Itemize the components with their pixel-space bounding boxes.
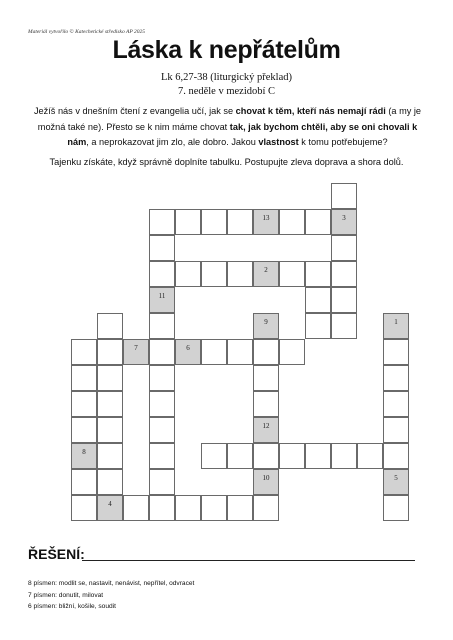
crossword-cell[interactable] bbox=[149, 209, 175, 235]
crossword-cell-10[interactable] bbox=[253, 469, 279, 495]
cell-number: 11 bbox=[158, 292, 166, 300]
cell-number: 13 bbox=[262, 214, 270, 222]
intro-text-3: , a neprokazovat jim zlo, ale dobro. Jakou bbox=[86, 137, 259, 147]
crossword-cell[interactable] bbox=[175, 495, 201, 521]
crossword-cell-9[interactable] bbox=[253, 313, 279, 339]
cell-number: 3 bbox=[342, 214, 346, 222]
crossword-cell[interactable] bbox=[305, 261, 331, 287]
instruction-text: Tajenku získáte, když správně doplníte tabulku. Postupujte zleva doprava a shora dolů. bbox=[49, 157, 404, 167]
crossword-cell[interactable] bbox=[305, 209, 331, 235]
crossword-cell-6[interactable] bbox=[175, 339, 201, 365]
intro-text-4: k tomu potřebujeme? bbox=[298, 137, 388, 147]
crossword-cell[interactable] bbox=[227, 495, 253, 521]
crossword-cell-8[interactable] bbox=[71, 443, 97, 469]
crossword-cell[interactable] bbox=[279, 339, 305, 365]
crossword-cell[interactable] bbox=[305, 313, 331, 339]
crossword-cell[interactable] bbox=[331, 183, 357, 209]
crossword-cell[interactable] bbox=[175, 261, 201, 287]
cell-number: 10 bbox=[262, 474, 270, 482]
cell-number: 5 bbox=[394, 474, 398, 482]
cell-number: 12 bbox=[262, 422, 270, 430]
crossword-cell[interactable] bbox=[227, 339, 253, 365]
crossword-cell[interactable] bbox=[97, 469, 123, 495]
liturgical-sunday: 7. neděle v mezidobí C bbox=[177, 86, 276, 97]
crossword-cell[interactable] bbox=[357, 443, 383, 469]
cell-number: 1 bbox=[394, 318, 398, 326]
cell-number: 8 bbox=[82, 448, 86, 456]
crossword-cell[interactable] bbox=[331, 287, 357, 313]
crossword-cell[interactable] bbox=[97, 391, 123, 417]
crossword-cell[interactable] bbox=[149, 495, 175, 521]
intro-bold-1: chovat k těm, kteří nás nemají rádi bbox=[235, 106, 386, 116]
crossword-cell[interactable] bbox=[253, 443, 279, 469]
crossword-cell[interactable] bbox=[305, 287, 331, 313]
crossword-cell[interactable] bbox=[71, 365, 97, 391]
crossword-cell-11[interactable] bbox=[149, 287, 175, 313]
crossword-cell-5[interactable] bbox=[383, 469, 409, 495]
crossword-cell[interactable] bbox=[383, 443, 409, 469]
crossword-cell[interactable] bbox=[383, 417, 409, 443]
crossword-cell[interactable] bbox=[149, 339, 175, 365]
crossword-cell[interactable] bbox=[227, 261, 253, 287]
intro-text-2: (a my je možná také ne). Přesto se k nim máme chovat bbox=[37, 106, 422, 132]
crossword-cell[interactable] bbox=[331, 235, 357, 261]
cell-number: 6 bbox=[186, 344, 190, 352]
crossword-cell[interactable] bbox=[201, 443, 227, 469]
crossword-cell[interactable] bbox=[305, 443, 331, 469]
crossword-cell[interactable] bbox=[253, 495, 279, 521]
cell-number: 4 bbox=[108, 500, 112, 508]
crossword-cell[interactable] bbox=[201, 495, 227, 521]
hint-6-letters: 6 písmen: bližní, košile, soudit bbox=[28, 603, 116, 610]
cell-number: 9 bbox=[264, 318, 268, 326]
solution-label: ŘEŠENÍ: bbox=[28, 546, 85, 562]
crossword-cell[interactable] bbox=[71, 469, 97, 495]
crossword-cell[interactable] bbox=[149, 391, 175, 417]
crossword-cell[interactable] bbox=[279, 443, 305, 469]
crossword-cell[interactable] bbox=[331, 261, 357, 287]
cell-number: 2 bbox=[264, 266, 268, 274]
crossword-cell[interactable] bbox=[97, 313, 123, 339]
crossword-cell[interactable] bbox=[71, 417, 97, 443]
solution-line[interactable] bbox=[82, 560, 415, 561]
crossword-cell[interactable] bbox=[123, 495, 149, 521]
copyright-note: Materiál vytvořilo © Katechetické středisko AP 2025 bbox=[28, 29, 146, 35]
crossword-cell[interactable] bbox=[201, 339, 227, 365]
crossword-cell-1[interactable] bbox=[383, 313, 409, 339]
crossword-cell[interactable] bbox=[201, 261, 227, 287]
crossword-cell-7[interactable] bbox=[123, 339, 149, 365]
crossword-cell-2[interactable] bbox=[253, 261, 279, 287]
crossword-cell-4[interactable] bbox=[97, 495, 123, 521]
crossword-cell[interactable] bbox=[71, 495, 97, 521]
crossword-cell[interactable] bbox=[383, 365, 409, 391]
crossword-cell[interactable] bbox=[97, 339, 123, 365]
crossword-cell[interactable] bbox=[331, 443, 357, 469]
cell-number: 7 bbox=[134, 344, 138, 352]
crossword-cell[interactable] bbox=[97, 417, 123, 443]
crossword-cell[interactable] bbox=[175, 209, 201, 235]
hint-7-letters: 7 písmen: donutit, milovat bbox=[28, 591, 104, 599]
page-title: Láska k nepřátelům bbox=[112, 36, 341, 64]
crossword-cell-12[interactable] bbox=[253, 417, 279, 443]
crossword-cell[interactable] bbox=[149, 365, 175, 391]
crossword-cell[interactable] bbox=[383, 391, 409, 417]
crossword-cell[interactable] bbox=[227, 209, 253, 235]
crossword-cell[interactable] bbox=[253, 365, 279, 391]
crossword-cell[interactable] bbox=[253, 391, 279, 417]
word-hints bbox=[28, 578, 194, 613]
crossword-cell-3[interactable] bbox=[331, 209, 357, 235]
crossword-cell[interactable] bbox=[71, 339, 97, 365]
crossword-cell[interactable] bbox=[149, 469, 175, 495]
crossword-cell[interactable] bbox=[149, 261, 175, 287]
crossword-cell[interactable] bbox=[383, 495, 409, 521]
intro-bold-3: vlastnost bbox=[258, 137, 299, 147]
intro-bold-2: tak, jak bychom chtěli, aby se oni chovali k nám bbox=[67, 121, 418, 147]
crossword-cell[interactable] bbox=[227, 443, 253, 469]
crossword-cell[interactable] bbox=[149, 443, 175, 469]
crossword-cell[interactable] bbox=[383, 339, 409, 365]
crossword-cell[interactable] bbox=[201, 209, 227, 235]
crossword-cell[interactable] bbox=[149, 313, 175, 339]
intro-text-1: Ježíš nás v dnešním čtení z evangelia učí, jak se bbox=[33, 106, 236, 116]
crossword-cell[interactable] bbox=[149, 235, 175, 261]
crossword-cell[interactable] bbox=[279, 261, 305, 287]
crossword-cell[interactable] bbox=[97, 365, 123, 391]
bible-reference: Lk 6,27-38 (liturgický překlad) bbox=[160, 72, 293, 83]
hint-8-letters: 8 písmen: modlit se, nastavit, nenávist, nepřítel, odvracet bbox=[28, 580, 195, 587]
crossword-cell[interactable] bbox=[279, 209, 305, 235]
crossword-cell[interactable] bbox=[97, 443, 123, 469]
crossword-cell[interactable] bbox=[71, 391, 97, 417]
crossword-cell[interactable] bbox=[331, 313, 357, 339]
crossword-cell-13[interactable] bbox=[253, 209, 279, 235]
crossword-cell[interactable] bbox=[149, 417, 175, 443]
crossword-cell[interactable] bbox=[253, 339, 279, 365]
